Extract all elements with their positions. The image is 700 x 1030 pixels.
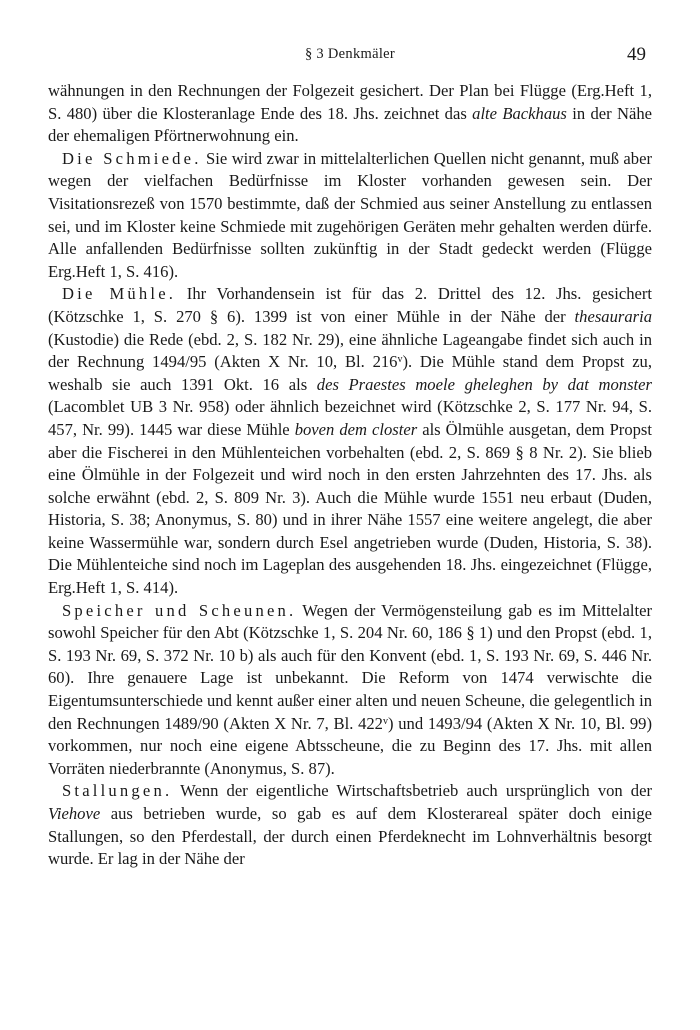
section-heading: Stallungen. — [62, 781, 173, 801]
italic-text: des Praestes moele gheleghen by dat monster — [316, 374, 652, 394]
text-run: (Kustodie) die Rede (ebd. 2, S. 182 Nr. 29), eine ähnliche Lageangabe findet sich auch in der Rechnung 1494/95 (Akten X Nr. 10, Bl. 216 — [48, 329, 652, 372]
text-run: Sie wird zwar in mittelalterlichen Quellen nicht genannt, muß aber wegen der vielfachen Bedürfnisse im Kloster vorhanden gewesen sein. Der Visitationsrezeß von 1570 bestimmte, daß der Schmied aus seiner Anstellung zu entlassen sei, und im Kloster keine Schmiede mit zugehörigen Geräten mehr gehalten werden dürfe. Alle anfallenden Bedürfnisse sollten zukünftig in der Stadt gedeckt werden (Flügge Erg.Heft 1, S. 416). — [48, 148, 652, 281]
superscript: v — [382, 715, 388, 727]
paragraph — [48, 148, 652, 284]
text-run: ). Die Mühle stand dem Propst zu, weshalb sie auch 1391 Okt. 16 als — [48, 352, 653, 394]
text-run: ) und 1493/94 (Akten X Nr. 10, Bl. 99) vorkommen, nur noch eine eigene Abtsscheune, die zu Beginn des 17. Jhs. mit allen Vorräten niederbrannte (Anonymus, S. 87). — [48, 713, 652, 778]
text-run: aus betrieben wurde, so gab es auf dem Klosterareal später doch einige Stallungen, so den Pferdestall, der durch einen Pferdeknecht im Lohnverhältnis besorgt wurde. Er lag in der Nähe der — [48, 804, 652, 869]
text-run: wähnungen in den Rechnungen der Folgezeit gesichert. Der Plan bei Flügge (Erg.Heft 1, S. 480) über die Klosteranlage Ende des 18. Jhs. zeichnet das — [48, 81, 652, 123]
paragraph — [48, 600, 652, 781]
text-run: Ihr Vorhandensein ist für das 2. Drittel des 12. Jhs. gesichert (Kötzschke 1, S. 270 § 6). 1399 ist von einer Mühle in der Nähe der — [48, 284, 652, 326]
running-title: § 3 Denkmäler — [304, 46, 396, 62]
section-heading: Die Schmiede. — [62, 148, 202, 168]
superscript: v — [397, 354, 403, 366]
paragraph — [48, 283, 652, 599]
section-heading: Speicher und Scheunen. — [62, 600, 297, 620]
italic-text: alte Backhaus — [472, 103, 567, 123]
italic-text: Viehove — [48, 804, 101, 823]
text-run: Wegen der Vermögensteilung gab es im Mittelalter sowohl Speicher für den Abt (Kötzschke 1, S. 204 Nr. 60, 186 § 1) und den Propst (ebd. 1, S. 193 Nr. 69, S. 372 Nr. 10 b) als auch für den Konvent (ebd. 1, S. 193 Nr. 69, S. 446 Nr. 60). Ihre genauere Lage ist unbekannt. Die Reform von 1474 verwischte die Eigentumsunterschiede und kennt außer einer alten und neuen Scheune, die gelegentlich in den Rechnungen 1489/90 (Akten X Nr. 7, Bl. 422 — [48, 600, 652, 733]
italic-text: boven dem closter — [294, 419, 418, 439]
paragraph — [48, 780, 652, 870]
running-header — [48, 44, 652, 68]
text-run: (Lacomblet UB 3 Nr. 958) oder ähnlich bezeichnet wird (Kötzschke 2, S. 177 Nr. 94, S. 457, Nr. 99). 1445 war diese Mühle — [48, 397, 652, 439]
page-number: 49 — [627, 44, 646, 65]
section-heading: Die Mühle. — [62, 284, 177, 304]
paragraph — [48, 80, 652, 148]
text-run: Wenn der eigentliche Wirtschaftsbetrieb auch ursprünglich von der — [172, 781, 652, 801]
body-text — [48, 80, 652, 871]
text-run: als Ölmühle ausgetan, dem Propst aber die Fischerei in den Mühlenteichen vorbehalten (ebd. 2, S. 869 § 8 Nr. 2). Sie blieb eine Ölmühle in der Folgezeit und wird noch in den ersten Jahrzehnten des 17. Jhs. als solche erwähnt (ebd. 2, S. 809 Nr. 3). Auch die Mühle wurde 1551 neu erbaut (Duden, Historia, S. 38; Anonymus, S. 80) und in ihrer Nähe 1557 eine weitere angelegt, die aber keine Wassermühle war, sondern durch Esel angetrieben wurde (Duden, Historia, S. 38). Die Mühlenteiche sind noch im Lageplan des ausgehenden 18. Jhs. eingezeichnet (Flügge, Erg.Heft 1, S. 414). — [48, 419, 652, 598]
italic-text: thesauraria — [574, 306, 652, 326]
text-run: in der Nähe der ehemaligen Pförtnerwohnung ein. — [48, 103, 652, 146]
